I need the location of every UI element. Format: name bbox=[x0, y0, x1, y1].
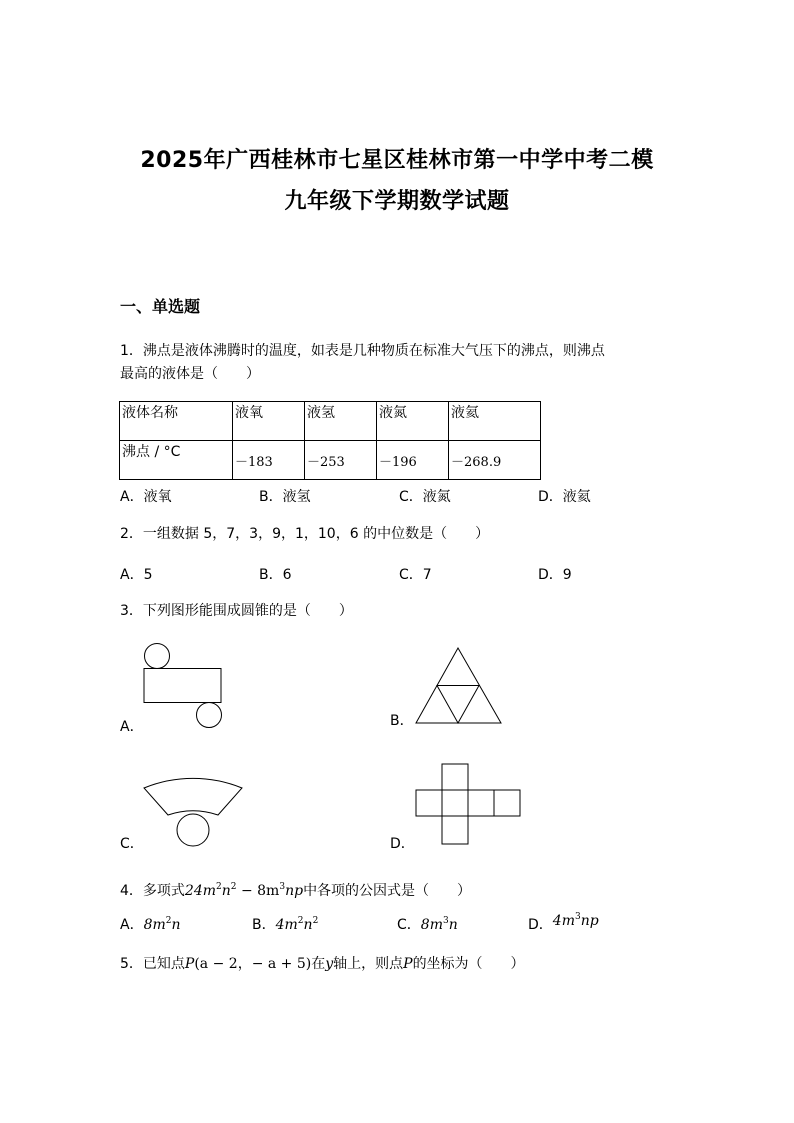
q4-suffix: 中各项的公因式是（ ） bbox=[303, 883, 472, 899]
q1-line2: 最高的液体是（ ） bbox=[120, 366, 260, 382]
table-cell: 沸点 / °C bbox=[120, 441, 233, 480]
q4-prefix: 4．多项式 bbox=[120, 883, 185, 899]
section-heading: 一、单选题 bbox=[120, 297, 201, 316]
figure-a-label: A． bbox=[120, 719, 144, 735]
figure-b-label: B． bbox=[390, 713, 414, 729]
q1-option-a: A．液氧 bbox=[120, 489, 172, 505]
figure-d-cube-net bbox=[414, 763, 524, 847]
q1-option-b: B．液氢 bbox=[259, 489, 311, 505]
table-cell: －183 bbox=[233, 441, 305, 480]
q2-option-b: B．6 bbox=[259, 567, 292, 583]
figure-d-label: D． bbox=[390, 836, 415, 852]
q4-option-d: D．$4m^3np$ bbox=[528, 912, 599, 933]
q5-text: 5．已知点P(a − 2，− a + 5)在y轴上，则点P的坐标为（ ） bbox=[120, 956, 525, 972]
table-cell: 液氧 bbox=[233, 402, 305, 441]
table-cell: －268.9 bbox=[449, 441, 541, 480]
figure-c-cone-net bbox=[140, 760, 250, 850]
q3-text: 3．下列图形能围成圆锥的是（ ） bbox=[120, 603, 353, 619]
page-title: 2025年广西桂林市七星区桂林市第一中学中考二模 bbox=[140, 148, 654, 173]
q1-line1: 1．沸点是液体沸腾时的温度，如表是几种物质在标准大气压下的沸点，则沸点 bbox=[120, 343, 605, 359]
q4-text bbox=[120, 876, 471, 902]
page-subtitle: 九年级下学期数学试题 bbox=[284, 189, 510, 214]
table-cell: 液氢 bbox=[305, 402, 377, 441]
table-row bbox=[120, 441, 541, 480]
q1-option-c: C．液氮 bbox=[399, 489, 451, 505]
table-cell: 液体名称 bbox=[120, 402, 233, 441]
q2-option-d: D．9 bbox=[538, 567, 572, 583]
q1-table bbox=[119, 401, 541, 480]
q4-option-c: C．$8m^3n$ bbox=[397, 916, 458, 933]
table-cell: －253 bbox=[305, 441, 377, 480]
figure-b-triangle-net bbox=[414, 646, 504, 726]
q4-expression: $24m^2n^2 - 8m^3np$ bbox=[184, 882, 304, 899]
q1-option-d: D．液氦 bbox=[538, 489, 591, 505]
table-cell: 液氦 bbox=[449, 402, 541, 441]
table-cell: 液氮 bbox=[377, 402, 449, 441]
q4-option-b: B．$4m^2n^2$ bbox=[252, 916, 319, 933]
q2-option-c: C．7 bbox=[399, 567, 432, 583]
q4-option-a: A．$8m^2n$ bbox=[120, 916, 181, 933]
figure-a-cylinder-net bbox=[140, 640, 230, 732]
figure-c-label: C． bbox=[120, 836, 144, 852]
q2-text: 2．一组数据 5，7，3，9，1，10，6 的中位数是（ ） bbox=[120, 526, 490, 542]
table-row bbox=[120, 402, 541, 441]
table-cell: －196 bbox=[377, 441, 449, 480]
q2-option-a: A．5 bbox=[120, 567, 153, 583]
